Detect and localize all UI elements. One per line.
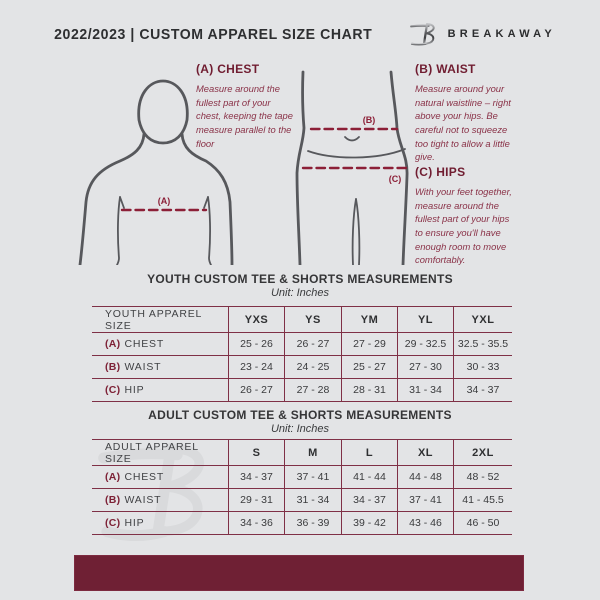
adult-waist-l: 34 - 37 — [341, 489, 397, 511]
adult-table-title: ADULT CUSTOM TEE & SHORTS MEASUREMENTS — [148, 408, 452, 422]
adult-waist-2xl: 41 - 45.5 — [453, 489, 512, 511]
youth-hip-ym: 28 - 31 — [341, 379, 397, 401]
youth-size-yxl: YXL — [453, 307, 512, 332]
youth-hip-ys: 27 - 28 — [284, 379, 341, 401]
adult-chest-m: 37 - 41 — [284, 466, 341, 488]
youth-size-label: YOUTH APPAREL SIZE — [105, 307, 202, 332]
youth-chest-yl: 29 - 32.5 — [397, 333, 453, 355]
adult-hip-l: 39 - 42 — [341, 512, 397, 534]
youth-chest-yxs: 25 - 26 — [228, 333, 284, 355]
adult-waist-row-label: (B) WAIST — [105, 494, 162, 506]
youth-size-table — [92, 306, 512, 402]
adult-chest-l: 41 - 44 — [341, 466, 397, 488]
adult-waist-s: 29 - 31 — [228, 489, 284, 511]
adult-waist-m: 31 - 34 — [284, 489, 341, 511]
table-row — [92, 488, 512, 511]
adult-chest-xl: 44 - 48 — [397, 466, 453, 488]
youth-chest-ys: 26 - 27 — [284, 333, 341, 355]
adult-table-header-row — [92, 439, 512, 465]
table-row — [92, 511, 512, 535]
youth-waist-row-label: (B) WAIST — [105, 361, 162, 373]
youth-size-yl: YL — [397, 307, 453, 332]
youth-waist-yxs: 23 - 24 — [228, 356, 284, 378]
adult-hip-row-label: (C) HIP — [105, 517, 145, 529]
youth-chest-yxl: 32.5 - 35.5 — [453, 333, 512, 355]
chest-note-body: Measure around the fullest part of your chest, keeping the tape measure parallel to the floor — [196, 83, 293, 149]
header — [0, 18, 600, 50]
page-title: 2022/2023 | CUSTOM APPAREL SIZE CHART — [54, 25, 373, 43]
waist-instruction-note — [415, 62, 518, 164]
youth-waist-yl: 27 - 30 — [397, 356, 453, 378]
youth-hip-yxs: 26 - 27 — [228, 379, 284, 401]
youth-chest-ym: 27 - 29 — [341, 333, 397, 355]
table-row — [92, 332, 512, 355]
youth-chest-row-label: (A) CHEST — [105, 338, 165, 350]
adult-hip-2xl: 46 - 50 — [453, 512, 512, 534]
table-row — [92, 355, 512, 378]
youth-size-ym: YM — [341, 307, 397, 332]
adult-size-label: ADULT APPAREL SIZE — [105, 440, 199, 465]
youth-hip-yl: 31 - 34 — [397, 379, 453, 401]
waist-marker-label: (B) — [362, 115, 376, 125]
adult-size-s: S — [228, 440, 284, 465]
adult-chest-s: 34 - 37 — [228, 466, 284, 488]
youth-hip-row-label: (C) HIP — [105, 384, 145, 396]
waist-hips-measurement-figure-illustration — [283, 58, 413, 265]
youth-table-header-row — [92, 306, 512, 332]
chest-marker-label: (A) — [157, 196, 171, 206]
adult-size-m: M — [284, 440, 341, 465]
youth-table-unit: Unit: Inches — [270, 287, 330, 299]
adult-size-2xl: 2XL — [453, 440, 512, 465]
adult-size-l: L — [341, 440, 397, 465]
brand-logo — [409, 18, 556, 50]
brand-name: BREAKAWAY — [447, 28, 556, 40]
youth-waist-ym: 25 - 27 — [341, 356, 397, 378]
adult-hip-m: 36 - 39 — [284, 512, 341, 534]
youth-table-title: YOUTH CUSTOM TEE & SHORTS MEASUREMENTS — [147, 272, 453, 286]
waist-note-heading: (B) WAIST — [415, 62, 476, 76]
chest-note-heading: (A) CHEST — [196, 62, 260, 76]
youth-hip-yxl: 34 - 37 — [453, 379, 512, 401]
hips-marker-label: (C) — [388, 174, 402, 184]
hips-instruction-note — [415, 165, 518, 267]
adult-size-xl: XL — [397, 440, 453, 465]
adult-table-unit: Unit: Inches — [270, 423, 330, 435]
adult-hip-s: 34 - 36 — [228, 512, 284, 534]
adult-size-table — [92, 439, 512, 535]
table-row — [92, 465, 512, 488]
youth-waist-ys: 24 - 25 — [284, 356, 341, 378]
adult-chest-2xl: 48 - 52 — [453, 466, 512, 488]
youth-size-ys: YS — [284, 307, 341, 332]
youth-size-yxs: YXS — [228, 307, 284, 332]
youth-waist-yxl: 30 - 33 — [453, 356, 512, 378]
breakaway-b-monogram-icon — [409, 18, 439, 50]
adult-waist-xl: 37 - 41 — [397, 489, 453, 511]
table-row — [92, 378, 512, 402]
chest-instruction-note — [196, 62, 296, 150]
adult-chest-row-label: (A) CHEST — [105, 471, 165, 483]
hips-note-heading: (C) HIPS — [415, 165, 466, 179]
hips-note-body: With your feet together, measure around the fullest part of your hips to ensure you'll have enough room to move comfortably. — [415, 186, 512, 266]
footer-accent-bar — [74, 555, 524, 591]
waist-note-body: Measure around your natural waistline – right above your hips. Be careful not to squeeze too tight to allow a little give. — [415, 83, 511, 163]
adult-hip-xl: 43 - 46 — [397, 512, 453, 534]
